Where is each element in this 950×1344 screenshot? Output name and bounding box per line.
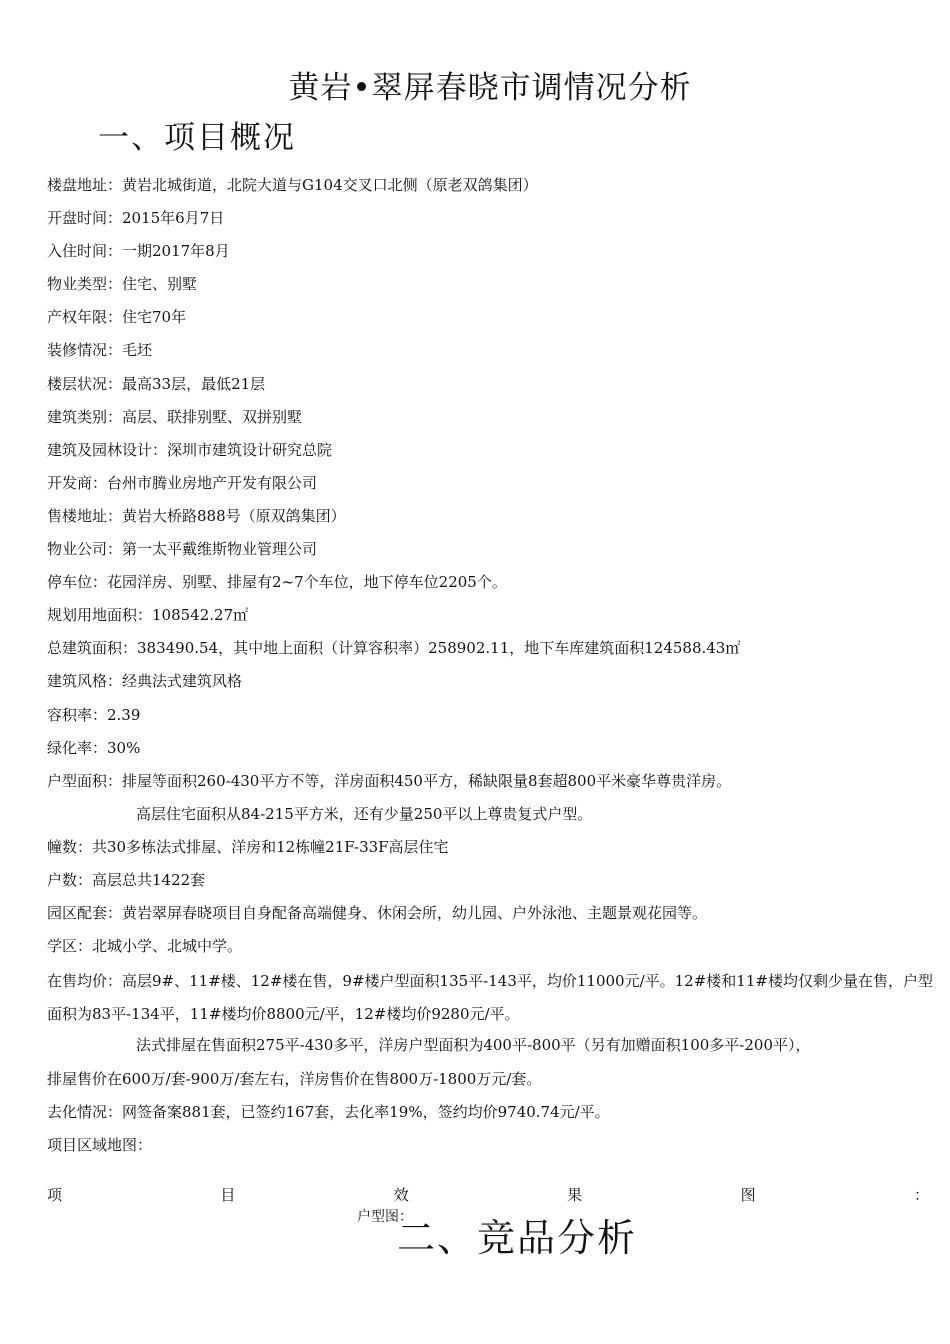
info-line: 去化情况：网签备案881套，已签约167套，去化率19%，签约均价9740.74元/平。: [47, 1102, 610, 1121]
info-line: 入住时间：一期2017年8月: [47, 242, 230, 261]
effect-label-char: ：: [913, 1186, 929, 1204]
info-line: 售楼地址：黄岩大桥路888号（原双鸽集团）: [47, 506, 346, 525]
floorplan-label: 户型图：: [357, 1209, 413, 1225]
overview-list: [47, 171, 937, 1164]
info-line: 绿化率：30%: [47, 738, 141, 757]
section-heading-competitors: 二、竞品分析: [397, 1216, 638, 1260]
info-line: 建筑及园林设计：深圳市建筑设计研究总院: [47, 440, 333, 459]
info-line: 楼盘地址：黄岩北城街道，北院大道与G104交叉口北侧（原老双鸽集团）: [47, 176, 538, 194]
document-title: 黄岩•翠屏春晓市调情况分析: [288, 70, 692, 106]
info-line: 建筑类别：高层、联排别墅、双拼别墅: [47, 407, 303, 426]
info-line: 产权年限：住宅70年: [47, 308, 187, 327]
info-line: 规划用地面积：108542.27㎡: [47, 606, 249, 625]
info-line: 停车位：花园洋房、别墅、排屋有2~7个车位，地下停车位2205个。: [47, 573, 507, 592]
info-line: 排屋售价在600万/套-900万/套左右，洋房售价在售800万-1800万元/套。: [47, 1069, 542, 1088]
info-line: 在售均价：高层9#、11#楼、12#楼在售，9#楼户型面积135平-143平，均价11000元/平。12#楼和11#楼均仅剩少量在售，户型面积为83平-134平，11#楼均价8800元/平，12#楼均价9280元/平。: [47, 972, 933, 1024]
info-line: 户型面积：排屋等面积260-430平方不等，洋房面积450平方，稀缺限量8套超800平米豪华尊贵洋房。: [47, 771, 732, 790]
info-line: 物业公司：第一太平戴维斯物业管理公司: [47, 540, 318, 559]
effect-image-label: [47, 1184, 929, 1205]
info-line: 建筑风格：经典法式建筑风格: [47, 672, 243, 691]
effect-label-char: 项: [47, 1186, 63, 1204]
effect-label-char: 果: [567, 1186, 583, 1204]
info-line: 高层住宅面积从84-215平方米，还有少量250平以上尊贵复式户型。: [136, 804, 593, 823]
info-line: 装修情况：毛坯: [47, 341, 153, 360]
info-line: 项目区域地图：: [47, 1135, 153, 1154]
info-line: 总建筑面积：383490.54，其中地上面积（计算容积率）258902.11，地下车库建筑面积124588.43㎡: [47, 639, 741, 658]
effect-label-char: 图: [740, 1186, 756, 1204]
section-heading-overview: 一、项目概况: [98, 120, 296, 156]
info-line: 法式排屋在售面积275平-430多平，洋房户型面积为400平-800平（另有加赠面积100多平-200平），: [136, 1036, 811, 1055]
effect-label-char: 效: [393, 1186, 409, 1204]
info-line: 学区：北城小学、北城中学。: [47, 937, 243, 956]
info-line: 户数：高层总共1422套: [47, 870, 206, 889]
info-line: 开盘时间：2015年6月7日: [47, 209, 225, 228]
info-line: 开发商：台州市腾业房地产开发有限公司: [47, 473, 318, 492]
info-line: 物业类型：住宅、别墅: [47, 275, 198, 294]
effect-label-char: 目: [220, 1186, 236, 1204]
info-line: 幢数：共30多栋法式排屋、洋房和12栋幢21F-33F高层住宅: [47, 837, 449, 856]
info-line: 楼层状况：最高33层，最低21层: [47, 374, 266, 393]
info-line: 容积率：2.39: [47, 705, 141, 724]
info-line: 园区配套：黄岩翠屏春晓项目自身配备高端健身、休闲会所，幼儿园、户外泳池、主题景观花园等。: [47, 904, 708, 923]
